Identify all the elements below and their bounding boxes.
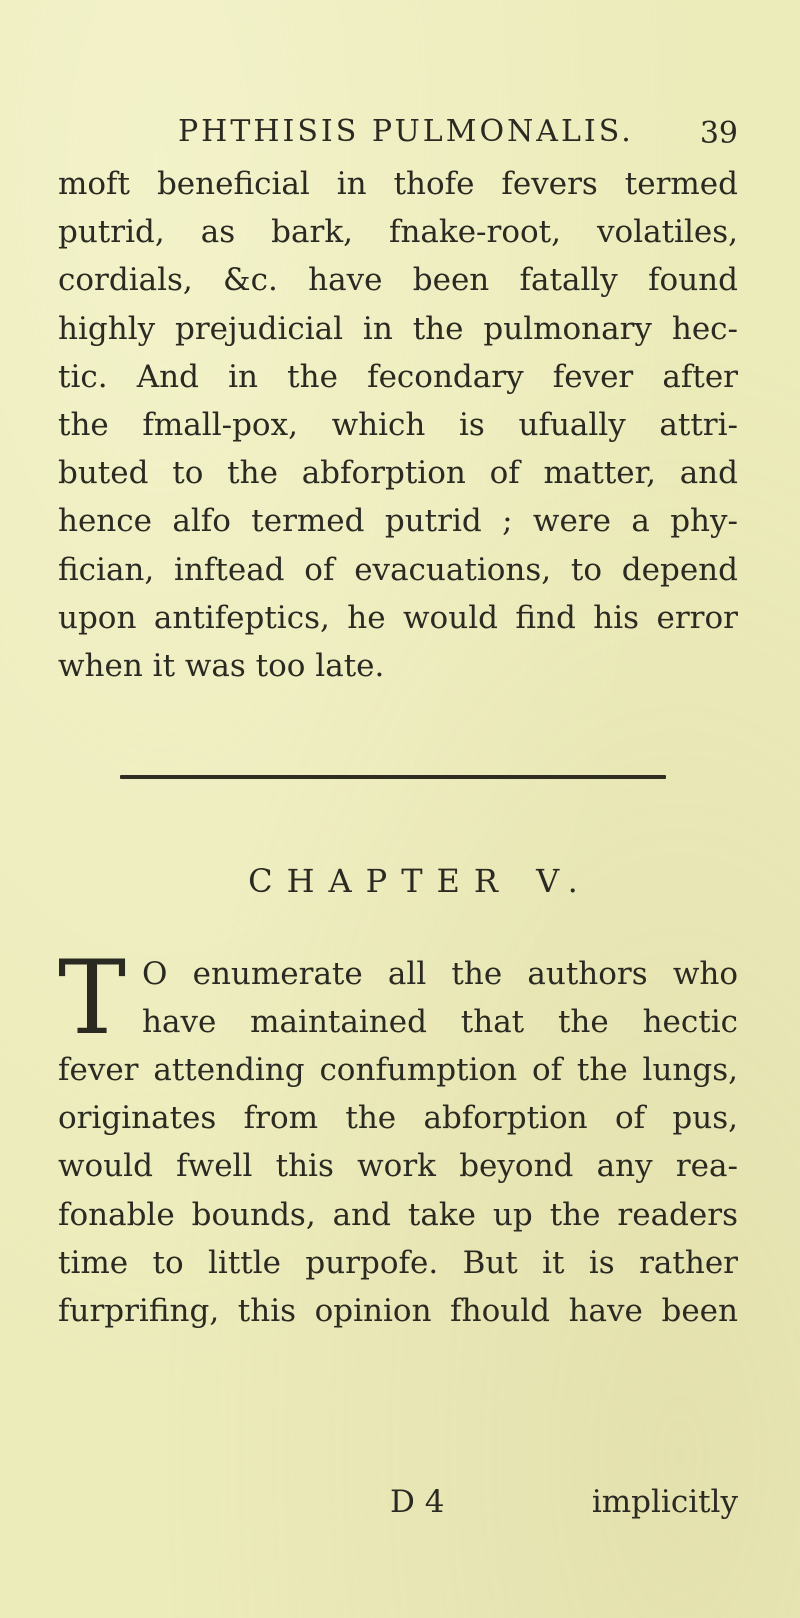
text-line: fician, inftead of evacuations, to depend (58, 551, 738, 588)
text-line: moft beneficial in thofe fevers termed (58, 166, 738, 202)
text-line: tic. And in the fecondary fever after (58, 358, 738, 395)
paragraph-1 (58, 160, 738, 690)
text-line: buted to the abforption of matter, and (58, 455, 738, 492)
running-head (58, 108, 738, 152)
page-footer (58, 1478, 738, 1526)
paragraph-2-indented (142, 950, 738, 1046)
text-line: O enumerate all the authors who (142, 956, 738, 992)
text-line: would fwell this work beyond any rea- (58, 1148, 738, 1185)
paragraph-2 (58, 1046, 738, 1335)
text-line: time to little purpofe. But it is rather (58, 1244, 738, 1281)
signature-mark: D 4 (390, 1484, 445, 1520)
text-line: furprifing, this opinion fhould have been (58, 1293, 738, 1330)
text-line: upon antifeptics, he would find his error (58, 599, 738, 636)
running-title: PHTHISIS PULMONALIS. (178, 114, 634, 149)
text-line: the fmall-pox, which is ufually attri- (58, 407, 738, 444)
text-line: when it was too late. (58, 648, 385, 685)
text-line: fever attending confumption of the lungs, (58, 1052, 738, 1088)
catchword: implicitly (591, 1484, 738, 1520)
text-line: originates from the abforption of pus, (58, 1100, 738, 1137)
page-number: 39 (699, 116, 738, 151)
text-line: putrid, as bark, fnake-root, volatiles, (58, 214, 738, 251)
text-line: hence alfo termed putrid ; were a phy- (58, 503, 738, 540)
section-divider-rule (120, 775, 666, 779)
text-line: have maintained that the hectic (142, 1004, 738, 1041)
drop-cap: T (58, 939, 127, 1058)
chapter-heading: CHAPTER V. (248, 862, 592, 900)
text-line: fonable bounds, and take up the readers (58, 1196, 738, 1233)
text-line: cordials, &c. have been fatally found (58, 262, 738, 299)
text-line: highly prejudicial in the pulmonary hec- (58, 310, 738, 347)
